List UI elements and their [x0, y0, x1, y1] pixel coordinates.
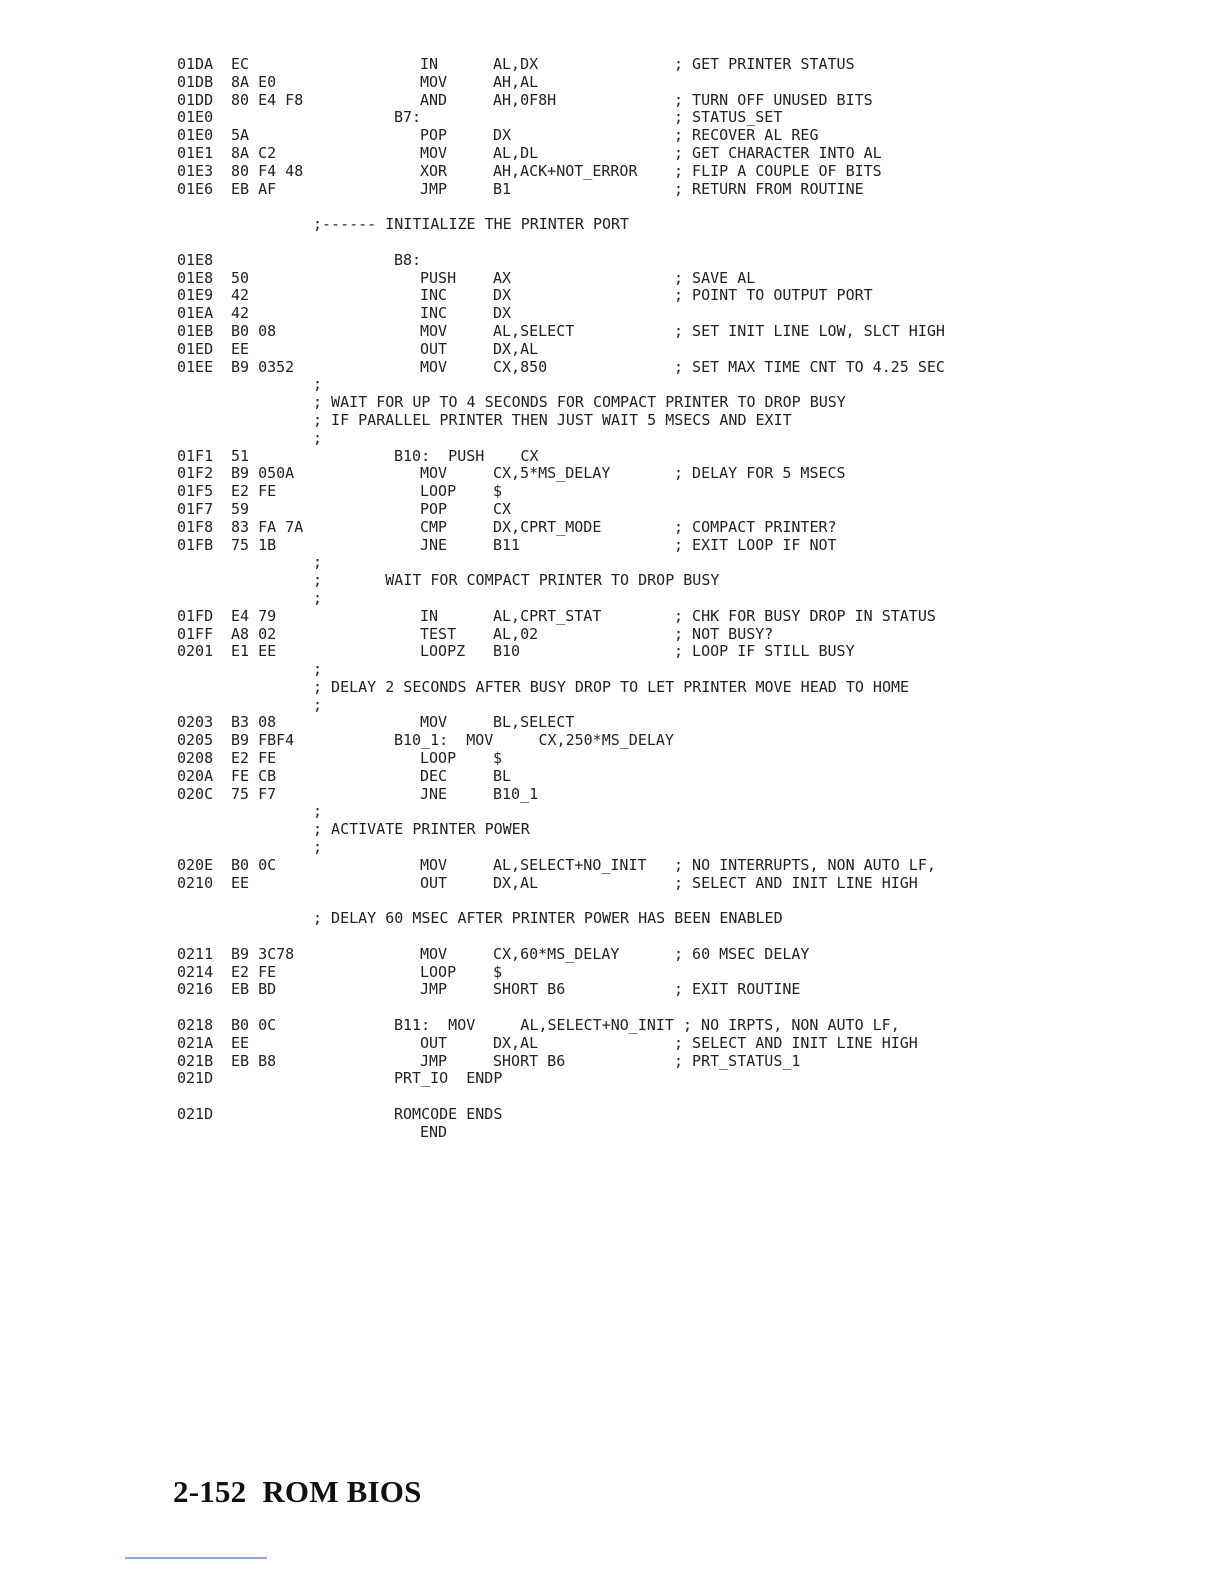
machine-code: 5A — [231, 126, 250, 145]
address: 01E3 — [177, 161, 214, 180]
machine-code: EB AF — [231, 179, 277, 198]
comment-text: ; — [313, 838, 323, 857]
operands: DX,AL — [493, 339, 539, 358]
comment: ; CHK FOR BUSY DROP IN STATUS — [674, 606, 936, 625]
comment-text: ; DELAY 60 MSEC AFTER PRINTER POWER HAS BEEN ENABLED — [313, 909, 783, 928]
operands: B11 — [493, 535, 521, 554]
mnemonic: POP — [420, 126, 448, 145]
machine-code: EB B8 — [231, 1051, 277, 1070]
address: 021D — [177, 1069, 214, 1088]
comment-text: ; — [313, 375, 323, 394]
section-title: ROM BIOS — [262, 1474, 422, 1509]
machine-code: E2 FE — [231, 962, 277, 981]
address: 01F2 — [177, 464, 214, 483]
mnemonic: LOOPZ — [420, 642, 466, 661]
mnemonic: LOOP — [420, 962, 457, 981]
mnemonic: XOR — [420, 161, 448, 180]
comment: ; NO INTERRUPTS, NON AUTO LF, — [674, 855, 936, 874]
address: 01FF — [177, 624, 214, 643]
address: 0216 — [177, 980, 214, 999]
mnemonic: INC — [420, 304, 448, 323]
machine-code: FE CB — [231, 766, 277, 785]
comment: ; COMPACT PRINTER? — [674, 517, 837, 536]
machine-code: 75 F7 — [231, 784, 277, 803]
address: 01EB — [177, 321, 214, 340]
label: B10_1: MOV CX,250*MS_DELAY — [394, 731, 674, 750]
operands: BL — [493, 766, 512, 785]
label: B11: MOV AL,SELECT+NO_INIT ; NO IRPTS, NON AUTO LF, — [394, 1016, 900, 1035]
comment: ; FLIP A COUPLE OF BITS — [674, 161, 882, 180]
address: 01E6 — [177, 179, 214, 198]
comment: ; SELECT AND INIT LINE HIGH — [674, 873, 918, 892]
address: 0211 — [177, 944, 214, 963]
machine-code: EC — [231, 55, 250, 73]
label: B10: PUSH CX — [394, 446, 539, 465]
operands: AH,AL — [493, 72, 539, 91]
operands: AX — [493, 268, 512, 287]
operands: DX — [493, 304, 512, 323]
operands: DX,AL — [493, 1033, 539, 1052]
mnemonic: JMP — [420, 179, 448, 198]
address: 01DA — [177, 55, 214, 73]
comment-text: ; WAIT FOR UP TO 4 SECONDS FOR COMPACT PRINTER TO DROP BUSY — [313, 393, 846, 412]
address: 0208 — [177, 749, 214, 768]
operands: DX,CPRT_MODE — [493, 517, 602, 536]
operands: AL,DX — [493, 55, 539, 73]
machine-code: 50 — [231, 268, 250, 287]
comment-text: ;------ INITIALIZE THE PRINTER PORT — [313, 215, 630, 234]
operands: DX,AL — [493, 873, 539, 892]
label: PRT_IO ENDP — [394, 1069, 503, 1088]
machine-code: EE — [231, 339, 250, 358]
page-number: 2-152 — [173, 1474, 247, 1509]
mnemonic: AND — [420, 90, 448, 109]
comment-text: ; — [313, 660, 323, 679]
address: 01ED — [177, 339, 214, 358]
address: 01E0 — [177, 126, 214, 145]
machine-code: 83 FA 7A — [231, 517, 304, 536]
operands: DX — [493, 286, 512, 305]
comment: ; TURN OFF UNUSED BITS — [674, 90, 873, 109]
operands: AL,DL — [493, 143, 539, 162]
machine-code: 8A C2 — [231, 143, 277, 162]
address: 01E0 — [177, 108, 214, 127]
machine-code: EE — [231, 873, 250, 892]
machine-code: 42 — [231, 304, 250, 323]
page-footer — [173, 1474, 422, 1510]
comment: ; STATUS_SET — [674, 108, 783, 127]
label: ROMCODE ENDS — [394, 1105, 503, 1124]
comment: ; RECOVER AL REG — [674, 126, 819, 145]
comment-text: ; — [313, 588, 323, 607]
mnemonic: MOV — [420, 72, 448, 91]
mnemonic: JMP — [420, 1051, 448, 1070]
address: 021D — [177, 1105, 214, 1124]
mnemonic: JMP — [420, 980, 448, 999]
machine-code: B9 3C78 — [231, 944, 295, 963]
address: 01E8 — [177, 250, 214, 269]
operands: BL,SELECT — [493, 713, 575, 732]
comment: ; SET INIT LINE LOW, SLCT HIGH — [674, 321, 945, 340]
mnemonic: PUSH — [420, 268, 457, 287]
machine-code: B3 08 — [231, 713, 277, 732]
address: 0203 — [177, 713, 214, 732]
comment: ; EXIT ROUTINE — [674, 980, 801, 999]
comment: ; NOT BUSY? — [674, 624, 774, 643]
comment: ; SAVE AL — [674, 268, 756, 287]
operands: AL,SELECT — [493, 321, 575, 340]
address: 01DB — [177, 72, 214, 91]
operands: SHORT B6 — [493, 980, 566, 999]
mnemonic: MOV — [420, 855, 448, 874]
mnemonic: OUT — [420, 339, 448, 358]
address: 01EE — [177, 357, 214, 376]
machine-code: A8 02 — [231, 624, 277, 643]
comment-text: ; ACTIVATE PRINTER POWER — [313, 820, 530, 839]
mnemonic: MOV — [420, 357, 448, 376]
comment: ; GET CHARACTER INTO AL — [674, 143, 882, 162]
machine-code: B0 08 — [231, 321, 277, 340]
mnemonic: OUT — [420, 873, 448, 892]
machine-code: E4 79 — [231, 606, 277, 625]
address: 020A — [177, 766, 214, 785]
address: 01DD — [177, 90, 214, 109]
comment: ; PRT_STATUS_1 — [674, 1051, 801, 1070]
comment: ; EXIT LOOP IF NOT — [674, 535, 837, 554]
mnemonic: MOV — [420, 143, 448, 162]
operands: AL,02 — [493, 624, 539, 643]
comment-text: ; — [313, 802, 323, 821]
operands: CX,5*MS_DELAY — [493, 464, 611, 483]
mnemonic: CMP — [420, 517, 448, 536]
operands: DX — [493, 126, 512, 145]
machine-code: B9 050A — [231, 464, 295, 483]
mnemonic: INC — [420, 286, 448, 305]
machine-code: 80 E4 F8 — [231, 90, 304, 109]
machine-code: EB BD — [231, 980, 277, 999]
operands: AL,CPRT_STAT — [493, 606, 602, 625]
operands: B1 — [493, 179, 512, 198]
mnemonic: DEC — [420, 766, 448, 785]
operands: AH,ACK+NOT_ERROR — [493, 161, 638, 180]
bottom-rule — [125, 1557, 267, 1559]
address: 01E1 — [177, 143, 214, 162]
operands: AH,0F8H — [493, 90, 557, 109]
operands: B10 — [493, 642, 521, 661]
mnemonic: IN — [420, 55, 439, 73]
machine-code: B0 0C — [231, 855, 277, 874]
comment: ; 60 MSEC DELAY — [674, 944, 810, 963]
comment: ; DELAY FOR 5 MSECS — [674, 464, 846, 483]
address: 0210 — [177, 873, 214, 892]
address: 01EA — [177, 304, 214, 323]
machine-code: 59 — [231, 499, 250, 518]
mnemonic: LOOP — [420, 482, 457, 501]
operands: $ — [493, 482, 503, 501]
comment-text: ; — [313, 553, 323, 572]
comment: ; GET PRINTER STATUS — [674, 55, 855, 73]
comment-text: ; IF PARALLEL PRINTER THEN JUST WAIT 5 MSECS AND EXIT — [313, 410, 792, 429]
mnemonic: POP — [420, 499, 448, 518]
label: B8: — [394, 250, 422, 269]
comment-text: ; WAIT FOR COMPACT PRINTER TO DROP BUSY — [313, 571, 720, 590]
comment: ; SET MAX TIME CNT TO 4.25 SEC — [674, 357, 945, 376]
address: 01FB — [177, 535, 214, 554]
address: 0214 — [177, 962, 214, 981]
machine-code: 8A E0 — [231, 72, 277, 91]
address: 01F5 — [177, 482, 214, 501]
mnemonic: TEST — [420, 624, 457, 643]
machine-code: E1 EE — [231, 642, 277, 661]
machine-code: 75 1B — [231, 535, 277, 554]
operands: $ — [493, 962, 503, 981]
mnemonic: JNE — [420, 535, 448, 554]
operands: CX — [493, 499, 512, 518]
machine-code: 42 — [231, 286, 250, 305]
mnemonic: MOV — [420, 713, 448, 732]
comment-text: ; — [313, 428, 323, 447]
address: 0205 — [177, 731, 214, 750]
address: 01E9 — [177, 286, 214, 305]
mnemonic: IN — [420, 606, 439, 625]
comment: ; SELECT AND INIT LINE HIGH — [674, 1033, 918, 1052]
mnemonic: LOOP — [420, 749, 457, 768]
address: 01FD — [177, 606, 214, 625]
machine-code: EE — [231, 1033, 250, 1052]
operands: CX,60*MS_DELAY — [493, 944, 620, 963]
comment: ; LOOP IF STILL BUSY — [674, 642, 855, 661]
address: 020E — [177, 855, 214, 874]
operands: B10_1 — [493, 784, 539, 803]
mnemonic: MOV — [420, 321, 448, 340]
operands: CX,850 — [493, 357, 548, 376]
machine-code: E2 FE — [231, 749, 277, 768]
machine-code: 51 — [231, 446, 250, 465]
machine-code: B9 0352 — [231, 357, 295, 376]
address: 0218 — [177, 1016, 214, 1035]
address: 01F1 — [177, 446, 214, 465]
operands: SHORT B6 — [493, 1051, 566, 1070]
machine-code: 80 F4 48 — [231, 161, 304, 180]
mnemonic: JNE — [420, 784, 448, 803]
address: 01F8 — [177, 517, 214, 536]
mnemonic: MOV — [420, 944, 448, 963]
label: B7: — [394, 108, 422, 127]
address: 021A — [177, 1033, 214, 1052]
address: 0201 — [177, 642, 214, 661]
comment-text: ; — [313, 695, 323, 714]
machine-code: B0 0C — [231, 1016, 277, 1035]
mnemonic: MOV — [420, 464, 448, 483]
operands: $ — [493, 749, 503, 768]
comment: ; POINT TO OUTPUT PORT — [674, 286, 873, 305]
address: 01F7 — [177, 499, 214, 518]
machine-code: E2 FE — [231, 482, 277, 501]
address: 020C — [177, 784, 214, 803]
mnemonic: OUT — [420, 1033, 448, 1052]
address: 021B — [177, 1051, 214, 1070]
mnemonic: END — [420, 1122, 448, 1141]
operands: AL,SELECT+NO_INIT — [493, 855, 647, 874]
address: 01E8 — [177, 268, 214, 287]
comment: ; RETURN FROM ROUTINE — [674, 179, 864, 198]
comment-text: ; DELAY 2 SECONDS AFTER BUSY DROP TO LET PRINTER MOVE HEAD TO HOME — [313, 677, 910, 696]
machine-code: B9 FBF4 — [231, 731, 295, 750]
